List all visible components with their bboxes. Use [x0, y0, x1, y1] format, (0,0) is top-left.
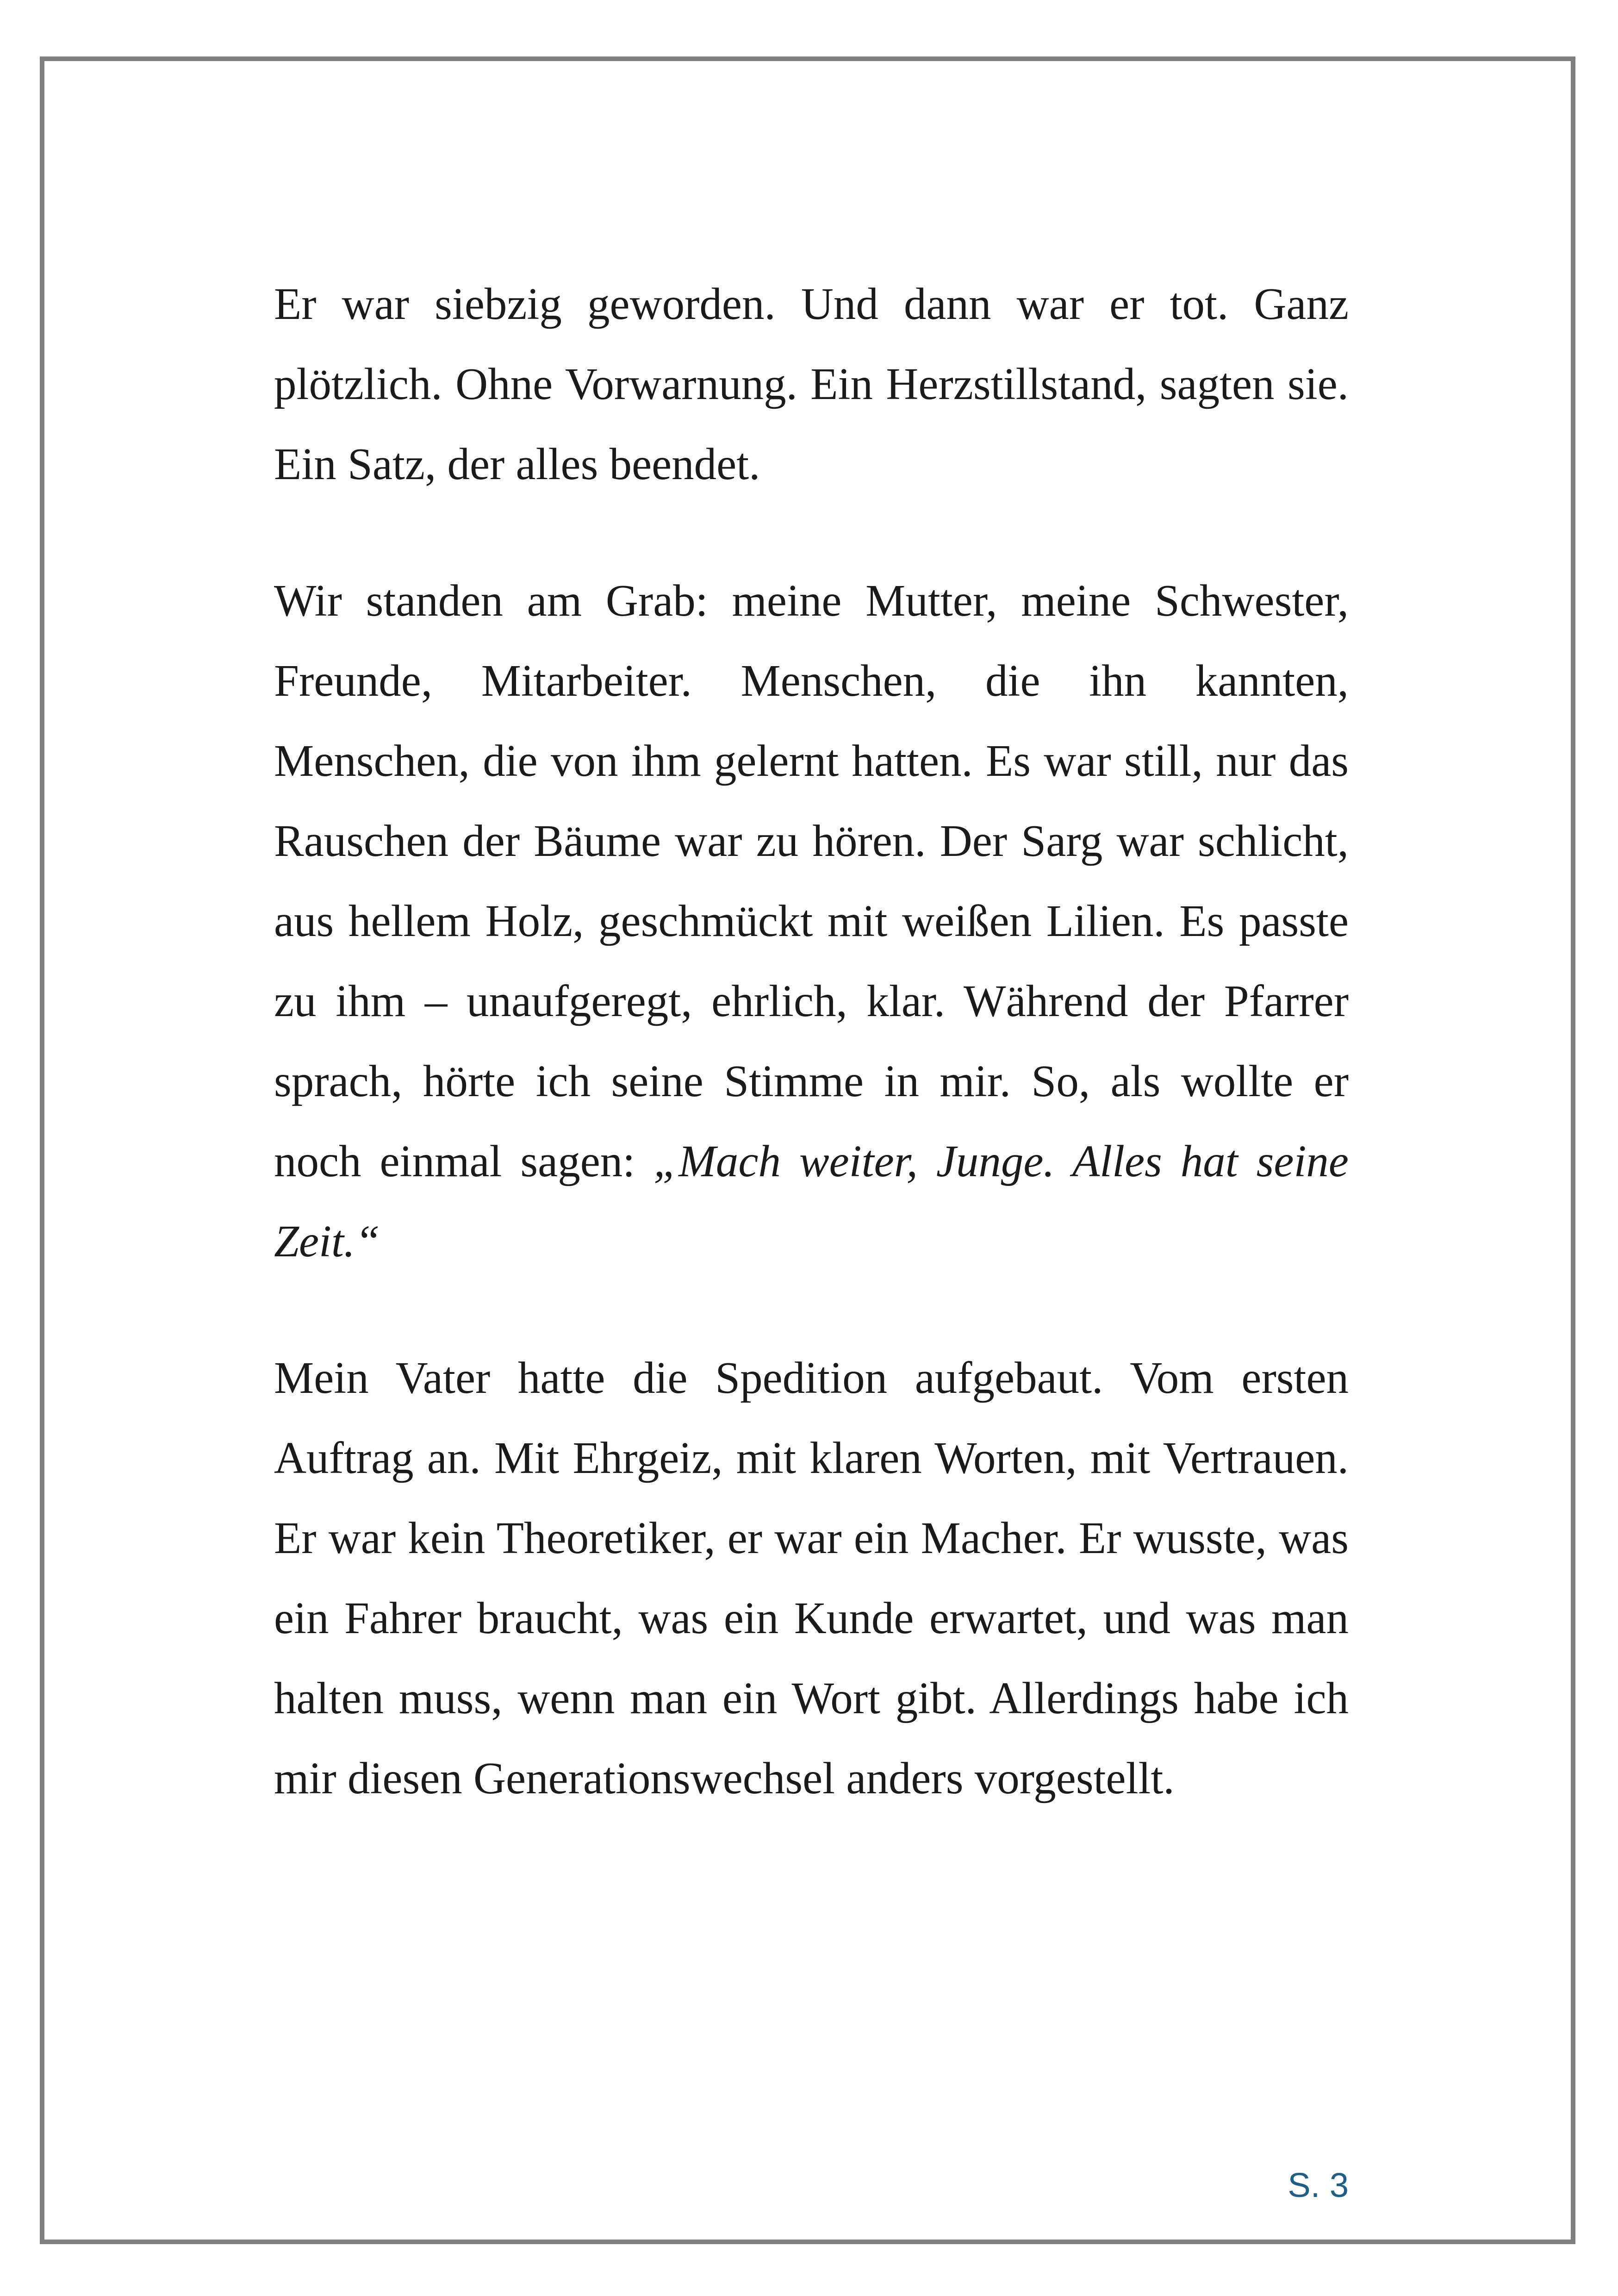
paragraph-1-text: Er war siebzig geworden. Und dann war er tot. Ganz plötzlich. Ohne Vorwarnung. Ein Herzstillstand, sagten sie. Ein Satz, der alles beendet.	[274, 279, 1349, 489]
page-number: S. 3	[1288, 2166, 1349, 2204]
italic-quote: „Mach weiter, Junge. Alles hat seine Zeit.“	[274, 1136, 1349, 1266]
paragraph-2-text: Wir standen am Grab: meine Mutter, meine Schwester, Freunde, Mitarbeiter. Menschen, die ihn kannten, Menschen, die von ihm gelernt hatten. Es war still, nur das Rauschen der Bäume war zu hören. Der Sarg war schlicht, aus hellem Holz, geschmückt mit weißen Lilien. Es passte zu ihm – unaufgeregt, ehrlich, klar. Während der Pfarrer sprach, hörte ich seine Stimme in mir. So, als wollte er noch einmal sagen:	[274, 576, 1349, 1186]
paragraph-3-text: Mein Vater hatte die Spedition aufgebaut. Vom ersten Auftrag an. Mit Ehrgeiz, mit klaren Worten, mit Vertrauen. Er war kein Theoretiker, er war ein Macher. Er wusste, was ein Fahrer braucht, was ein Kunde erwartet, und was man halten muss, wenn man ein Wort gibt. Allerdings habe ich mir diesen Generationswechsel anders vorgestellt.	[274, 1353, 1349, 1803]
document-body	[274, 264, 1349, 1818]
paragraph-3	[274, 1338, 1349, 1818]
paragraph-1	[274, 264, 1349, 504]
paragraph-2	[274, 561, 1349, 1281]
